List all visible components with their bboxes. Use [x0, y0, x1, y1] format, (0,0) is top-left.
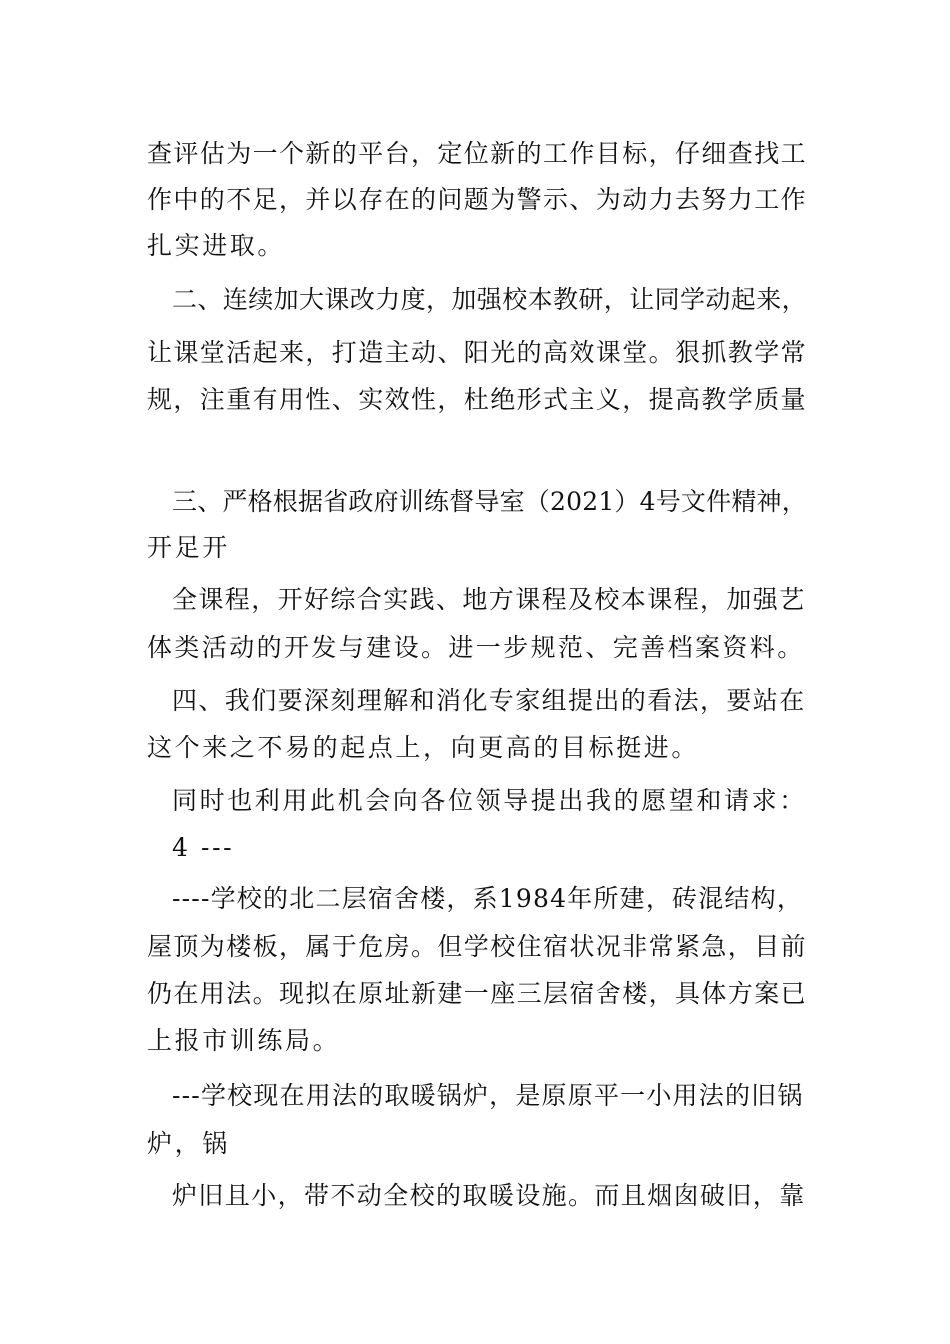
- paragraph-line: 炉旧且小，带不动全校的取暖设施。而且烟囱破旧，靠: [172, 1181, 806, 1210]
- paragraph-line: ----学校的北二层宿舍楼，系1984年所建，砖混结构，: [172, 884, 804, 913]
- paragraph-line: 全课程，开好综合实践、地方课程及校本课程，加强艺: [172, 585, 806, 614]
- paragraph-line: 扎实进取。: [147, 231, 286, 260]
- page-number-line: 4 ---: [172, 833, 235, 862]
- paragraph-line: 炉，锅: [147, 1129, 230, 1158]
- paragraph-line: 查评估为一个新的平台，定位新的工作目标，仔细查找工: [147, 139, 808, 168]
- paragraph-line: 三、严格根据省政府训练督导室（2021）4号文件精神，: [172, 487, 807, 516]
- paragraph-line: 屋顶为楼板，属于危房。但学校住宿状况非常紧急，目前: [147, 932, 808, 961]
- paragraph-line: 作中的不足，并以存在的问题为警示、为动力去努力工作: [147, 185, 808, 214]
- paragraph-line: 同时也利用此机会向各位领导提出我的愿望和请求：: [172, 786, 807, 815]
- paragraph-line: 体类活动的开发与建设。进一步规范、完善档案资料。: [147, 633, 805, 662]
- paragraph-line: ---学校现在用法的取暖锅炉，是原原平一小用法的旧锅: [172, 1081, 804, 1110]
- paragraph-line: 二、连续加大课改力度，加强校本教研，让同学动起来，: [172, 285, 808, 314]
- paragraph-line: 规，注重有用性、实效性，杜绝形式主义，提高教学质量: [147, 385, 808, 414]
- paragraph-line: 仍在用法。现拟在原址新建一座三层宿舍楼，具体方案已: [147, 979, 808, 1008]
- paragraph-line: 这个来之不易的起点上，向更高的目标挺进。: [147, 733, 700, 762]
- paragraph-line: 让课堂活起来，打造主动、阳光的高效课堂。狠抓教学常: [147, 338, 808, 367]
- paragraph-line: 开足开: [147, 533, 230, 562]
- paragraph-line: 四、我们要深刻理解和消化专家组提出的看法，要站在: [172, 686, 806, 715]
- paragraph-line: 上报市训练局。: [147, 1026, 341, 1055]
